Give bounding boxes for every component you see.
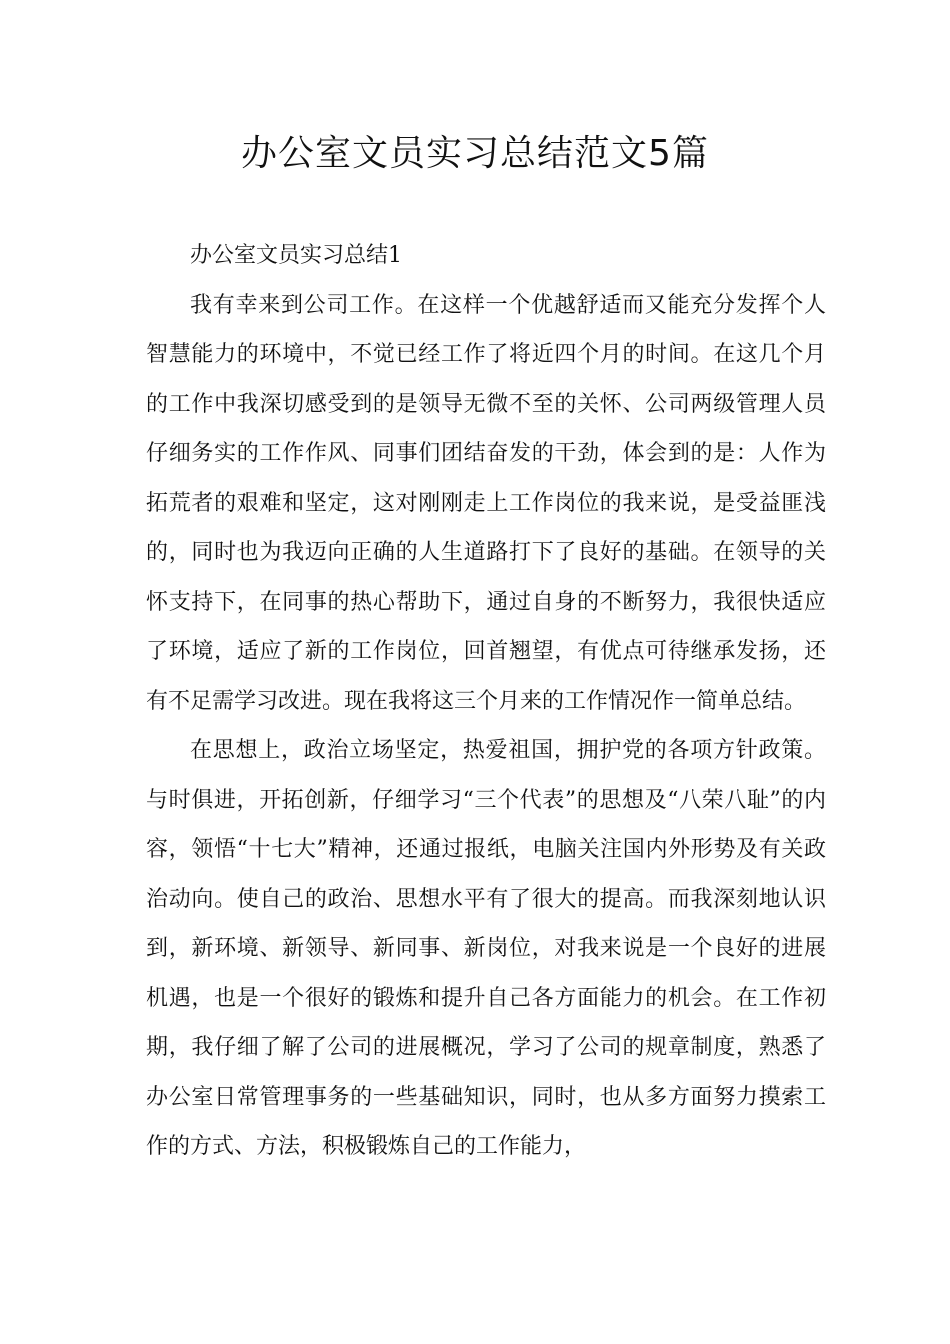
document-body	[146, 231, 826, 1172]
paragraph-1: 我有幸来到公司工作。在这样一个优越舒适而又能充分发挥个人智慧能力的环境中，不觉已经工作了将近四个月的时间。在这几个月的工作中我深切感受到的是领导无微不至的关怀、公司两级管理人员仔细务实的工作作风、同事们团结奋发的干劲，体会到的是：人作为拓荒者的艰难和坚定，这对刚刚走上工作岗位的我来说，是受益匪浅的，同时也为我迈向正确的人生道路打下了良好的基础。在领导的关怀支持下，在同事的热心帮助下，通过自身的不断努力，我很快适应了环境，适应了新的工作岗位，回首翘望，有优点可待继承发扬，还有不足需学习改进。现在我将这三个月来的工作情况作一简单总结。	[146, 292, 826, 714]
document-title: 办公室文员实习总结范文5篇	[241, 133, 709, 174]
section-heading: 办公室文员实习总结1	[190, 243, 402, 268]
paragraph-2: 在思想上，政治立场坚定，热爱祖国，拥护党的各项方针政策。与时俱进，开拓创新，仔细学习“三个代表”的思想及“八荣八耻”的内容，领悟“十七大”精神，还通过报纸，电脑关注国内外形势及有关政治动向。使自己的政治、思想水平有了很大的提高。而我深刻地认识到，新环境、新领导、新同事、新岗位，对我来说是一个良好的进展机遇，也是一个很好的锻炼和提升自己各方面能力的机会。在工作初期，我仔细了解了公司的进展概况，学习了公司的规章制度，熟悉了办公室日常管理事务的一些基础知识，同时，也从多方面努力摸索工作的方式、方法，积极锻炼自己的工作能力，	[146, 738, 826, 1159]
